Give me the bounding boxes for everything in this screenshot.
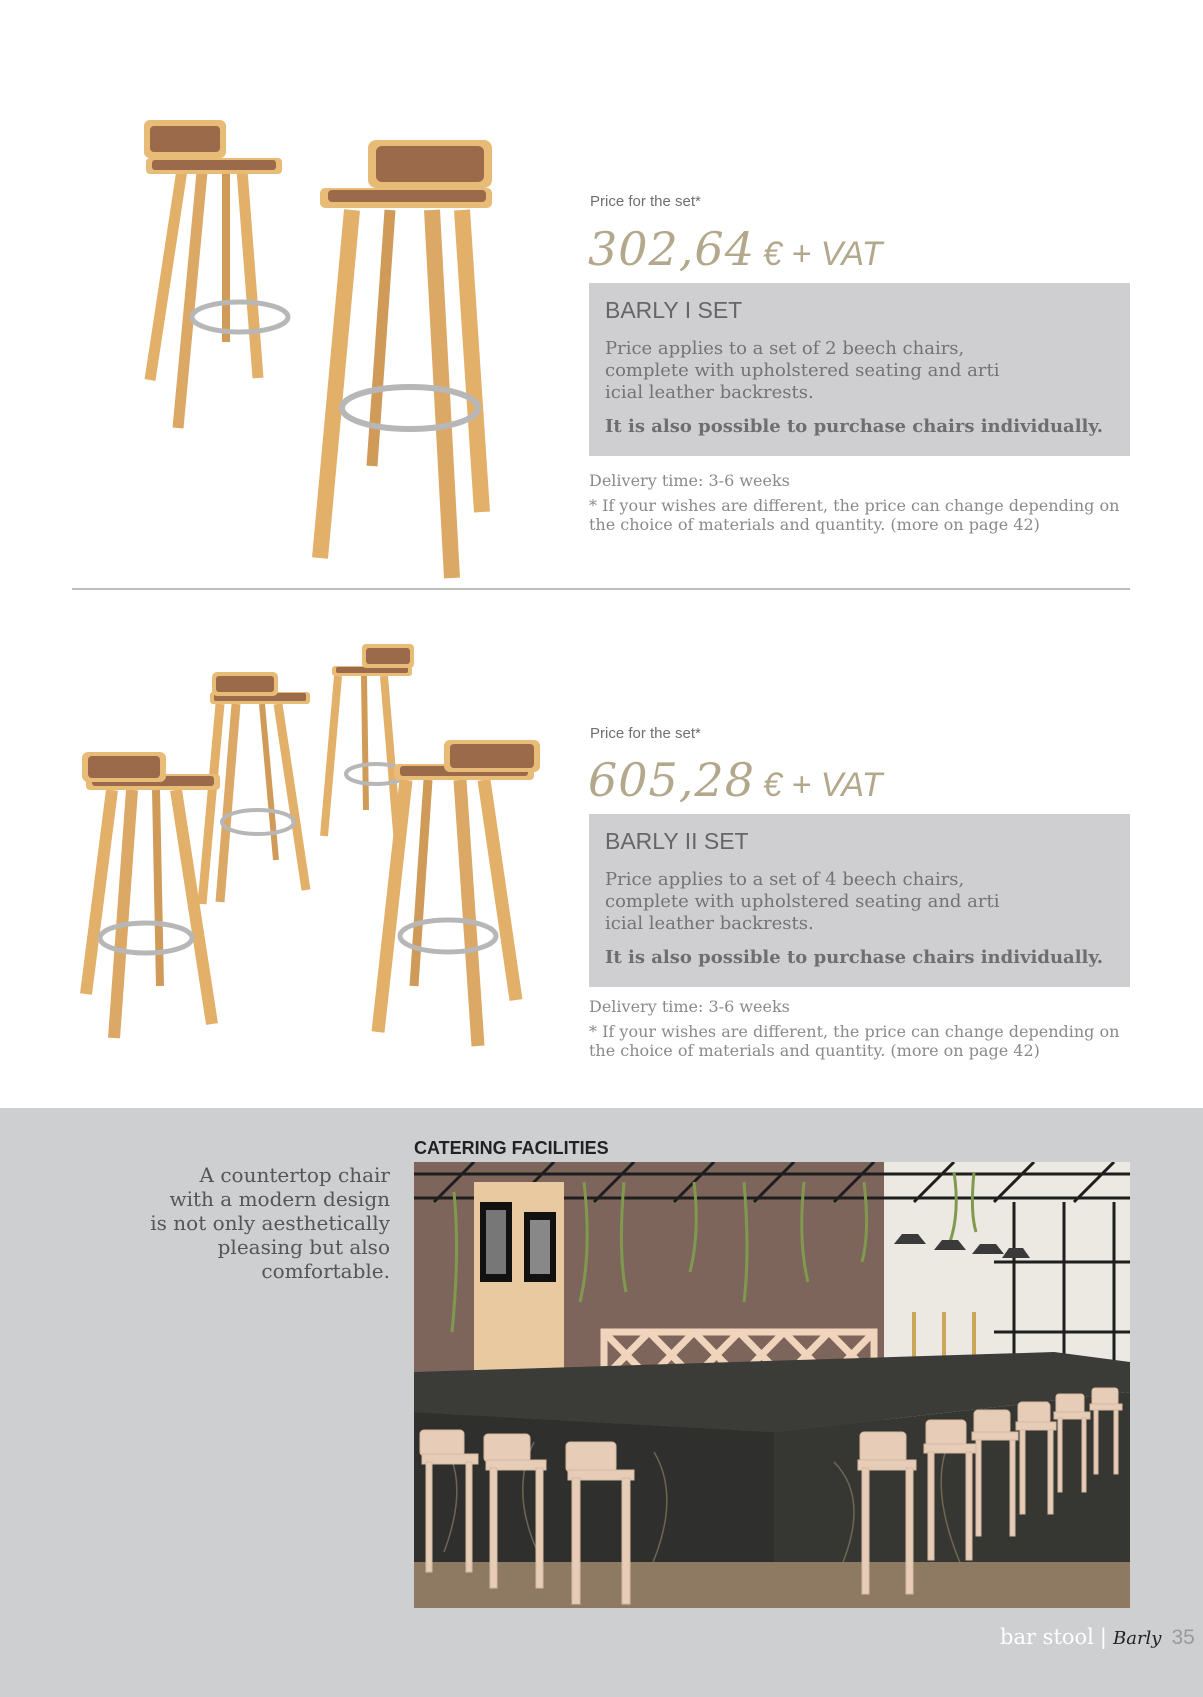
footnote: * If your wishes are different, the price can change depending on the choice of materials and quantity. (more on page 42) xyxy=(589,1022,1120,1060)
product-name: BARLY I SET xyxy=(605,297,743,323)
price-amount: 605,28 xyxy=(588,753,755,807)
footer-category: bar stool xyxy=(1000,1625,1094,1649)
page-number: 35 xyxy=(1171,1626,1195,1649)
price xyxy=(588,222,882,276)
purchase-note: It is also possible to purchase chairs individually. xyxy=(605,416,1104,437)
footer-brand: Barly xyxy=(1112,1628,1162,1649)
price-currency: € + VAT xyxy=(762,235,883,273)
price-label: Price for the set* xyxy=(590,193,701,210)
bar-interior-image xyxy=(414,1162,1130,1608)
delivery-time: Delivery time: 3-6 weeks xyxy=(589,471,790,490)
page-footer xyxy=(1000,1625,1195,1650)
product-image-barly-i xyxy=(130,110,550,590)
price-currency: € + VAT xyxy=(762,766,883,804)
delivery-time: Delivery time: 3-6 weeks xyxy=(589,997,790,1016)
product-image-barly-ii xyxy=(80,640,550,1060)
purchase-note: It is also possible to purchase chairs individually. xyxy=(605,947,1104,968)
product-info-box xyxy=(589,283,1130,456)
product-name: BARLY II SET xyxy=(605,828,749,854)
footer-separator: | xyxy=(1099,1625,1107,1649)
footnote: * If your wishes are different, the price can change depending on the choice of materials and quantity. (more on page 42) xyxy=(589,496,1120,534)
catering-title: CATERING FACILITIES xyxy=(414,1138,609,1158)
price-amount: 302,64 xyxy=(588,222,755,276)
product-description: Price applies to a set of 4 beech chairs, complete with upholstered seating and arti icial leather backrests. xyxy=(605,869,1000,934)
stool-front xyxy=(320,140,492,578)
stool-back xyxy=(144,120,288,428)
product-description: Price applies to a set of 2 beech chairs, complete with upholstered seating and arti icial leather backrests. xyxy=(605,338,1000,403)
product-info-box xyxy=(589,814,1130,987)
price xyxy=(588,753,882,807)
catering-caption: A countertop chair with a modern design is not only aesthetically pleasing but also comfortable. xyxy=(150,1163,390,1283)
section-divider xyxy=(72,588,1130,590)
price-label: Price for the set* xyxy=(590,725,701,742)
